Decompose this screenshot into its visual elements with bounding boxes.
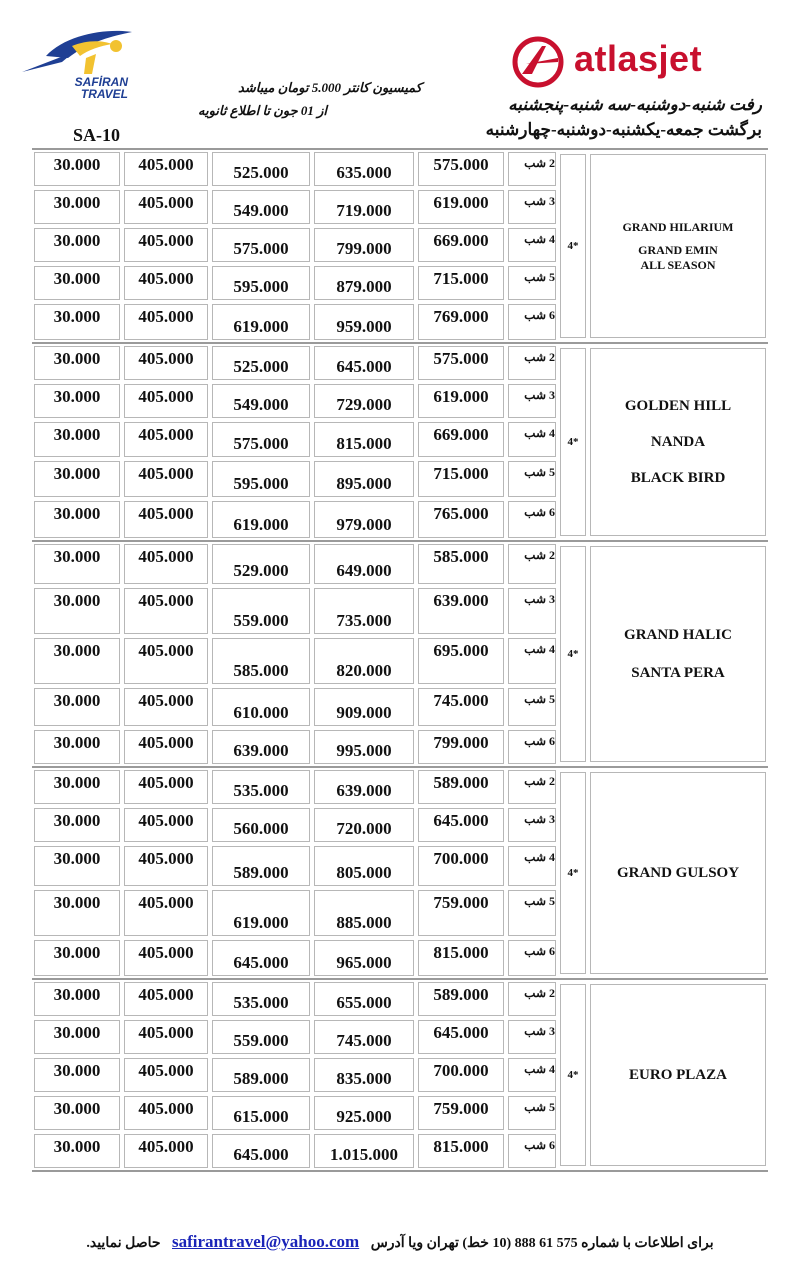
star-rating: 4*: [560, 772, 586, 974]
package-code: SA-10: [73, 125, 121, 145]
child-price: 30.000: [34, 846, 120, 886]
twin-price: 575.000: [418, 152, 504, 186]
hotel-names: [590, 348, 766, 536]
triple-price: 405.000: [124, 266, 208, 300]
double-price: 549.000: [212, 190, 310, 224]
hotel-name: GRAND HALIC: [624, 627, 732, 643]
nights-label: 4 شب: [508, 638, 556, 684]
nights-label: 5 شب: [508, 266, 556, 300]
double-price: 525.000: [212, 346, 310, 380]
single-price: 895.000: [314, 461, 414, 497]
double-price: 585.000: [212, 638, 310, 684]
triple-price: 405.000: [124, 461, 208, 497]
single-price: 879.000: [314, 266, 414, 300]
safiran-travel-logo: [16, 28, 136, 102]
hotel-name: SANTA PERA: [631, 665, 725, 681]
triple-price: 405.000: [124, 940, 208, 976]
double-price: 575.000: [212, 228, 310, 262]
child-price: 30.000: [34, 638, 120, 684]
validity-note: از 01 جون تا اطلاع ثانویه: [198, 103, 327, 118]
child-price: 30.000: [34, 1096, 120, 1130]
nights-label: 6 شب: [508, 730, 556, 764]
triple-price: 405.000: [124, 152, 208, 186]
child-price: 30.000: [34, 730, 120, 764]
triple-price: 405.000: [124, 422, 208, 457]
triple-price: 405.000: [124, 890, 208, 936]
single-price: 729.000: [314, 384, 414, 418]
twin-price: 815.000: [418, 940, 504, 976]
hotel-group: [32, 342, 768, 540]
contact-footer: [0, 1232, 800, 1252]
single-price: 959.000: [314, 304, 414, 340]
child-price: 30.000: [34, 588, 120, 634]
twin-price: 700.000: [418, 1058, 504, 1092]
single-price: 965.000: [314, 940, 414, 976]
child-price: 30.000: [34, 346, 120, 380]
contact-suffix: حاصل نمایید.: [86, 1236, 161, 1251]
child-price: 30.000: [34, 266, 120, 300]
triple-price: 405.000: [124, 228, 208, 262]
double-price: 645.000: [212, 1134, 310, 1168]
hotel-names: [590, 154, 766, 338]
logo-line-1: SAFİRAN: [74, 75, 128, 89]
nights-label: 3 شب: [508, 190, 556, 224]
double-price: 619.000: [212, 501, 310, 538]
safiran-logo-text: [16, 76, 128, 100]
nights-label: 3 شب: [508, 384, 556, 418]
triple-price: 405.000: [124, 190, 208, 224]
single-price: 720.000: [314, 808, 414, 842]
single-price: 639.000: [314, 770, 414, 804]
hotel-name: GRAND EMIN: [638, 242, 718, 257]
hotel-name: GRAND GULSOY: [616, 865, 740, 881]
twin-price: 695.000: [418, 638, 504, 684]
triple-price: 405.000: [124, 730, 208, 764]
star-rating: 4*: [560, 348, 586, 536]
contact-prefix: برای اطلاعات با شماره 575 61 888 (10 خط) تهران ویا آدرس: [370, 1236, 714, 1251]
double-price: 619.000: [212, 304, 310, 340]
single-price: 649.000: [314, 544, 414, 584]
double-price: 529.000: [212, 544, 310, 584]
commission-note: کمیسیون کانتر 5.000 تومان میباشد: [238, 80, 422, 95]
hotel-name: GRAND HILARIUM: [622, 219, 734, 234]
double-price: 589.000: [212, 846, 310, 886]
nights-label: 3 شب: [508, 808, 556, 842]
twin-price: 799.000: [418, 730, 504, 764]
nights-label: 6 شب: [508, 940, 556, 976]
single-price: 635.000: [314, 152, 414, 186]
child-price: 30.000: [34, 808, 120, 842]
child-price: 30.000: [34, 1058, 120, 1092]
child-price: 30.000: [34, 152, 120, 186]
twin-price: 700.000: [418, 846, 504, 886]
double-price: 549.000: [212, 384, 310, 418]
twin-price: 589.000: [418, 982, 504, 1016]
double-price: 595.000: [212, 461, 310, 497]
nights-label: 2 شب: [508, 346, 556, 380]
twin-price: 669.000: [418, 228, 504, 262]
star-rating: 4*: [560, 546, 586, 762]
email-link[interactable]: safirantravel@yahoo.com: [172, 1232, 360, 1251]
nights-label: 6 شب: [508, 501, 556, 538]
star-rating: 4*: [560, 984, 586, 1166]
double-price: 615.000: [212, 1096, 310, 1130]
single-price: 979.000: [314, 501, 414, 538]
logo-line-2: TRAVEL: [80, 87, 128, 101]
single-price: 645.000: [314, 346, 414, 380]
twin-price: 589.000: [418, 770, 504, 804]
child-price: 30.000: [34, 940, 120, 976]
single-price: 995.000: [314, 730, 414, 764]
nights-label: 6 شب: [508, 304, 556, 340]
triple-price: 405.000: [124, 808, 208, 842]
twin-price: 769.000: [418, 304, 504, 340]
single-price: 799.000: [314, 228, 414, 262]
child-price: 30.000: [34, 422, 120, 457]
triple-price: 405.000: [124, 1058, 208, 1092]
nights-label: 2 شب: [508, 544, 556, 584]
return-days: برگشت جمعه-یکشنبه-دوشنبه-چهارشنبه: [485, 120, 762, 139]
nights-label: 4 شب: [508, 846, 556, 886]
atlasjet-wordmark: atlasjet: [574, 38, 703, 79]
hotel-name: ALL SEASON: [640, 257, 716, 272]
twin-price: 765.000: [418, 501, 504, 538]
child-price: 30.000: [34, 1020, 120, 1054]
double-price: 589.000: [212, 1058, 310, 1092]
nights-label: 4 شب: [508, 1058, 556, 1092]
nights-label: 5 شب: [508, 688, 556, 726]
twin-price: 745.000: [418, 688, 504, 726]
twin-price: 715.000: [418, 461, 504, 497]
twin-price: 715.000: [418, 266, 504, 300]
double-price: 535.000: [212, 982, 310, 1016]
triple-price: 405.000: [124, 1096, 208, 1130]
triple-price: 405.000: [124, 346, 208, 380]
child-price: 30.000: [34, 228, 120, 262]
child-price: 30.000: [34, 304, 120, 340]
single-price: 815.000: [314, 422, 414, 457]
twin-price: 639.000: [418, 588, 504, 634]
twin-price: 585.000: [418, 544, 504, 584]
star-rating: 4*: [560, 154, 586, 338]
single-price: 925.000: [314, 1096, 414, 1130]
single-price: 835.000: [314, 1058, 414, 1092]
child-price: 30.000: [34, 501, 120, 538]
hotel-names: [590, 984, 766, 1166]
nights-label: 5 شب: [508, 1096, 556, 1130]
double-price: 525.000: [212, 152, 310, 186]
single-price: 820.000: [314, 638, 414, 684]
twin-price: 575.000: [418, 346, 504, 380]
twin-price: 645.000: [418, 808, 504, 842]
nights-label: 3 شب: [508, 588, 556, 634]
double-price: 575.000: [212, 422, 310, 457]
child-price: 30.000: [34, 544, 120, 584]
single-price: 719.000: [314, 190, 414, 224]
hotel-names: [590, 772, 766, 974]
triple-price: 405.000: [124, 982, 208, 1016]
hotel-name: BLACK BIRD: [630, 470, 726, 486]
nights-label: 6 شب: [508, 1134, 556, 1168]
single-price: 735.000: [314, 588, 414, 634]
double-price: 619.000: [212, 890, 310, 936]
twin-price: 815.000: [418, 1134, 504, 1168]
double-price: 595.000: [212, 266, 310, 300]
triple-price: 405.000: [124, 304, 208, 340]
twin-price: 619.000: [418, 190, 504, 224]
single-price: 745.000: [314, 1020, 414, 1054]
atlasjet-emblem-icon: [512, 36, 564, 88]
child-price: 30.000: [34, 688, 120, 726]
twin-price: 645.000: [418, 1020, 504, 1054]
double-price: 535.000: [212, 770, 310, 804]
safiran-bird-icon: [16, 28, 136, 78]
child-price: 30.000: [34, 1134, 120, 1168]
double-price: 560.000: [212, 808, 310, 842]
single-price: 909.000: [314, 688, 414, 726]
triple-price: 405.000: [124, 1134, 208, 1168]
triple-price: 405.000: [124, 846, 208, 886]
hotel-name: NANDA: [650, 434, 706, 450]
hotel-names: [590, 546, 766, 762]
double-price: 559.000: [212, 588, 310, 634]
child-price: 30.000: [34, 190, 120, 224]
atlasjet-logo: [512, 36, 758, 88]
nights-label: 3 شب: [508, 1020, 556, 1054]
price-table: [32, 148, 768, 1172]
nights-label: 4 شب: [508, 228, 556, 262]
triple-price: 405.000: [124, 688, 208, 726]
triple-price: 405.000: [124, 588, 208, 634]
single-price: 885.000: [314, 890, 414, 936]
hotel-group: [32, 978, 768, 1172]
single-price: 655.000: [314, 982, 414, 1016]
triple-price: 405.000: [124, 1020, 208, 1054]
nights-label: 4 شب: [508, 422, 556, 457]
twin-price: 759.000: [418, 1096, 504, 1130]
departure-days: رفت شنبه-دوشنبه-سه شنبه-پنجشنبه: [508, 95, 762, 114]
double-price: 639.000: [212, 730, 310, 764]
child-price: 30.000: [34, 384, 120, 418]
double-price: 559.000: [212, 1020, 310, 1054]
triple-price: 405.000: [124, 544, 208, 584]
hotel-group: [32, 148, 768, 342]
nights-label: 2 شب: [508, 152, 556, 186]
hotel-name: EURO PLAZA: [629, 1067, 727, 1083]
twin-price: 619.000: [418, 384, 504, 418]
nights-label: 2 شب: [508, 982, 556, 1016]
triple-price: 405.000: [124, 384, 208, 418]
child-price: 30.000: [34, 461, 120, 497]
child-price: 30.000: [34, 770, 120, 804]
child-price: 30.000: [34, 890, 120, 936]
nights-label: 2 شب: [508, 770, 556, 804]
child-price: 30.000: [34, 982, 120, 1016]
hotel-name: GOLDEN HILL: [624, 398, 732, 414]
nights-label: 5 شب: [508, 890, 556, 936]
single-price: 805.000: [314, 846, 414, 886]
triple-price: 405.000: [124, 770, 208, 804]
nights-label: 5 شب: [508, 461, 556, 497]
hotel-group: [32, 766, 768, 978]
twin-price: 669.000: [418, 422, 504, 457]
triple-price: 405.000: [124, 501, 208, 538]
double-price: 645.000: [212, 940, 310, 976]
hotel-group: [32, 540, 768, 766]
triple-price: 405.000: [124, 638, 208, 684]
double-price: 610.000: [212, 688, 310, 726]
single-price: 1.015.000: [314, 1134, 414, 1168]
twin-price: 759.000: [418, 890, 504, 936]
